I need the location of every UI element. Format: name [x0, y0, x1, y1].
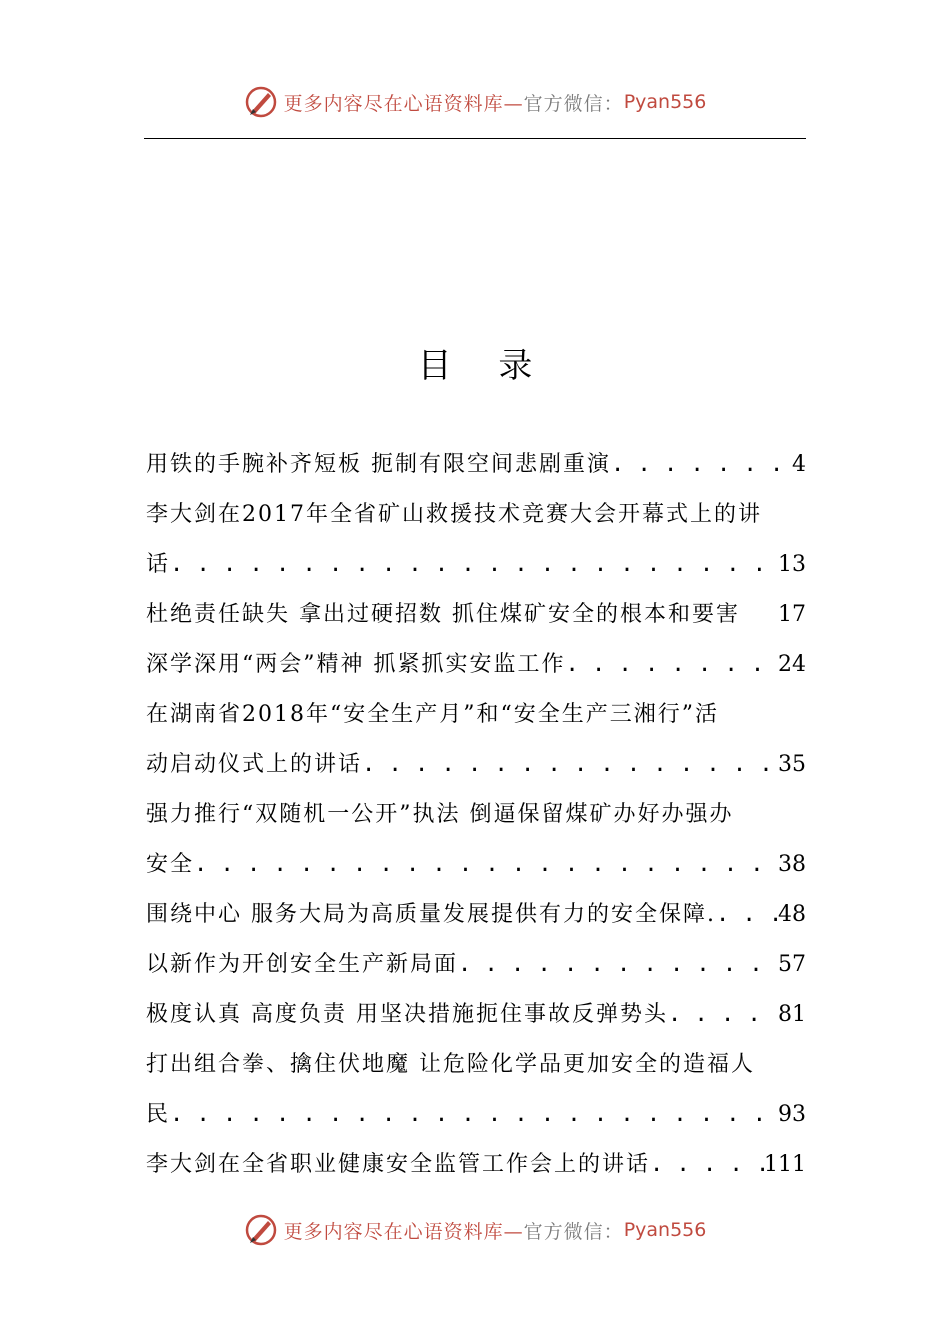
- pen-logo-icon: [244, 85, 278, 119]
- toc-entry[interactable]: 李大剑在2017年全省矿山救援技术竞赛大会开幕式上的讲: [146, 502, 762, 527]
- header-watermark: [0, 84, 950, 120]
- toc-page-number: 35: [778, 752, 806, 777]
- pen-logo-icon: [244, 1213, 278, 1247]
- toc-entry[interactable]: 安全 . . . 38: [146, 846, 806, 896]
- toc-entry[interactable]: 围绕中心 服务大局为高质量发展提供有力的安全保障. . . . 48: [146, 896, 806, 946]
- toc-entry[interactable]: 话 . . . 13: [146, 546, 806, 596]
- toc-entry[interactable]: 深学深用“两会”精神 抓紧抓实安监工作 . . . 24: [146, 646, 806, 696]
- watermark-wechat-id: Pyan556: [623, 1219, 707, 1241]
- toc-leader: [716, 896, 778, 934]
- toc-entry[interactable]: 民 . . . 93: [146, 1096, 806, 1146]
- toc-entry[interactable]: 杜绝责任缺失 拿出过硬招数 抓住煤矿安全的根本和要害 17: [146, 596, 806, 646]
- toc-page-number: 4: [792, 452, 806, 477]
- watermark-wechat-label: 官方微信：: [523, 92, 624, 115]
- toc-leader: [611, 446, 792, 484]
- toc-page-number: 48: [778, 902, 806, 927]
- header-rule: [144, 138, 806, 139]
- toc-leader: [362, 746, 778, 784]
- toc-page-number: 17: [778, 602, 806, 627]
- table-of-contents: [146, 446, 806, 1196]
- toc-page-number: 13: [778, 552, 806, 577]
- toc-leader: [650, 1146, 764, 1184]
- toc-entry[interactable]: 强力推行“双随机一公开”执法 倒逼保留煤矿办好办强办: [146, 802, 734, 827]
- toc-entry[interactable]: 动启动仪式上的讲话 . . . 35: [146, 746, 806, 796]
- toc-entry[interactable]: 打出组合拳、擒住伏地魔 让危险化学品更加安全的造福人: [146, 1052, 755, 1077]
- toc-entry[interactable]: 以新作为开创安全生产新局面 . . . 57: [146, 946, 806, 996]
- watermark-wechat-id: Pyan556: [623, 91, 707, 113]
- toc-page-number: 57: [778, 952, 806, 977]
- toc-page-number: 81: [778, 1002, 806, 1027]
- toc-page-number: 111: [764, 1152, 806, 1177]
- toc-leader: [458, 946, 778, 984]
- toc-entry[interactable]: 用铁的手腕补齐短板 扼制有限空间悲剧重演 . . . 4: [146, 446, 806, 496]
- toc-entry[interactable]: 李大剑在全省职业健康安全监管工作会上的讲话 . . . 111: [146, 1146, 806, 1196]
- toc-leader: [566, 646, 779, 684]
- toc-entry[interactable]: 在湖南省2018年“安全生产月”和“安全生产三湘行”活: [146, 702, 719, 727]
- footer-watermark: [0, 1212, 950, 1248]
- watermark-wechat-label: 官方微信：: [523, 1220, 624, 1243]
- watermark-text: 更多内容尽在心语资料库—: [283, 92, 524, 115]
- toc-leader: [668, 996, 778, 1034]
- page-title: 目 录: [417, 346, 551, 386]
- toc-page-number: 24: [778, 652, 806, 677]
- toc-page-number: 38: [778, 852, 806, 877]
- toc-entry[interactable]: 极度认真 高度负责 用坚决措施扼住事故反弹势头 . . . 81: [146, 996, 806, 1046]
- toc-leader: [170, 546, 778, 584]
- toc-leader: [194, 846, 778, 884]
- watermark-text: 更多内容尽在心语资料库—: [283, 1220, 524, 1243]
- toc-page-number: 93: [778, 1102, 806, 1127]
- toc-leader: [170, 1096, 778, 1134]
